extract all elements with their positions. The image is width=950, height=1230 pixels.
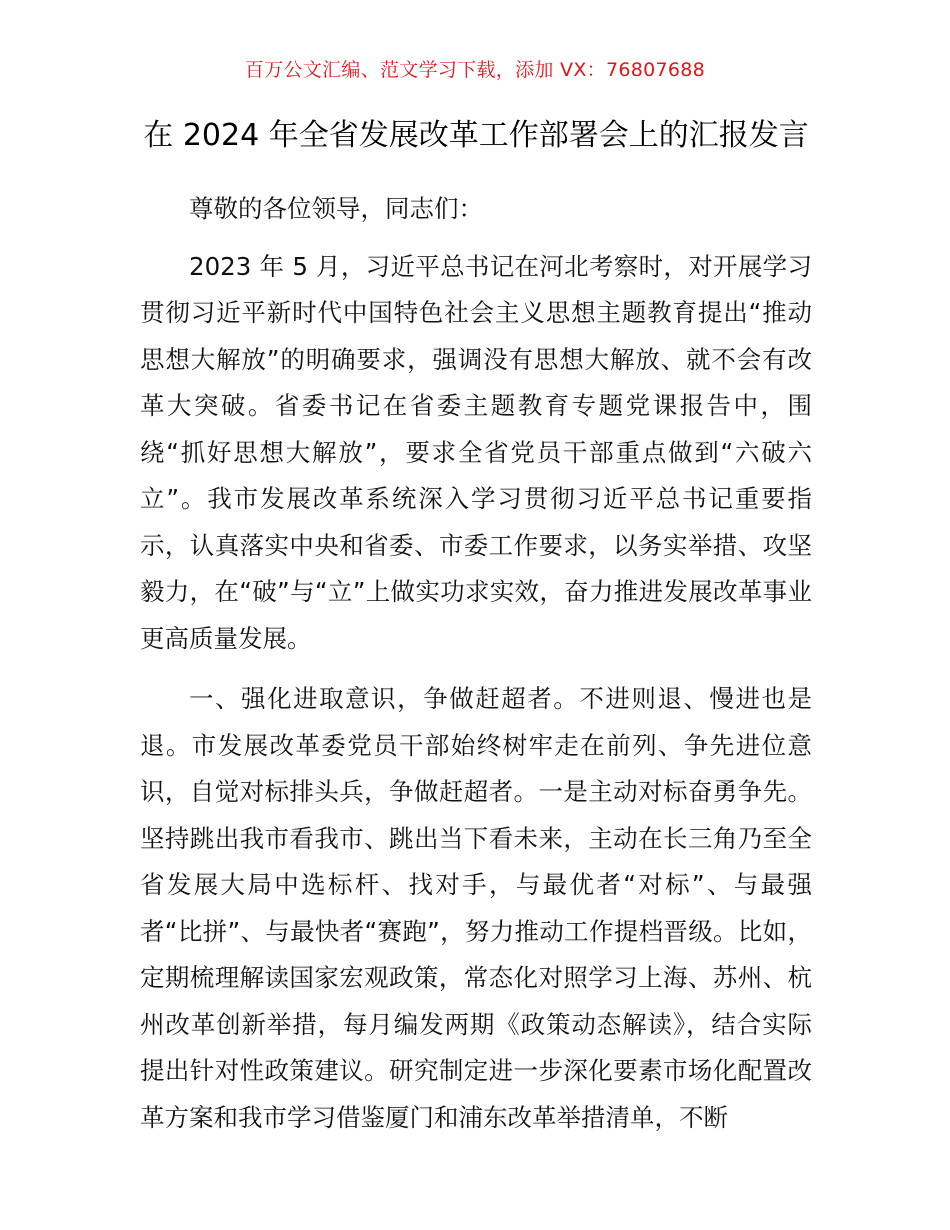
document-title: 在 2024 年全省发展改革工作部署会上的汇报发言 <box>143 118 809 153</box>
document-body <box>140 186 812 1155</box>
salutation: 尊敬的各位领导，同志们： <box>189 194 483 223</box>
header-watermark-note: 百万公文汇编、范文学习下载，添加 VX：76807688 <box>244 59 706 81</box>
paragraph-section-one: 一、强化进取意识，争做赶超者。不进则退、慢进也是退。市发展改革委党员干部始终树牢走在前列、争先进位意识，自觉对标排头兵，争做赶超者。一是主动对标奋勇争先。坚持跳出我市看我市、跳出当下看未来，主动在长三角乃至全省发展大局中选标杆、找对手，与最优者“对标”、与最强者“比拼”、与最快者“赛跑”，努力推动工作提档晋级。比如，定期梳理解读国家宏观政策，常态化对照学习上海、苏州、杭州改革创新举措，每月编发两期《政策动态解读》，结合实际提出针对性政策建议。研究制定进一步深化要素市场化配置改革方案和我市学习借鉴厦门和浦东改革举措清单，不断 <box>140 684 812 1132</box>
paragraph-intro: 2023 年 5 月，习近平总书记在河北考察时，对开展学习贯彻习近平新时代中国特色社会主义思想主题教育提出“推动思想大解放”的明确要求，强调没有思想大解放、就不会有改革大突破。省委书记在省委主题教育专题党课报告中，围绕“抓好思想大解放”，要求全省党员干部重点做到“六破六立”。我市发展改革系统深入学习贯彻习近平总书记重要指示，认真落实中央和省委、市委工作要求，以务实举措、攻坚毅力，在“破”与“立”上做实功求实效，奋力推进发展改革事业更高质量发展。 <box>140 251 812 653</box>
